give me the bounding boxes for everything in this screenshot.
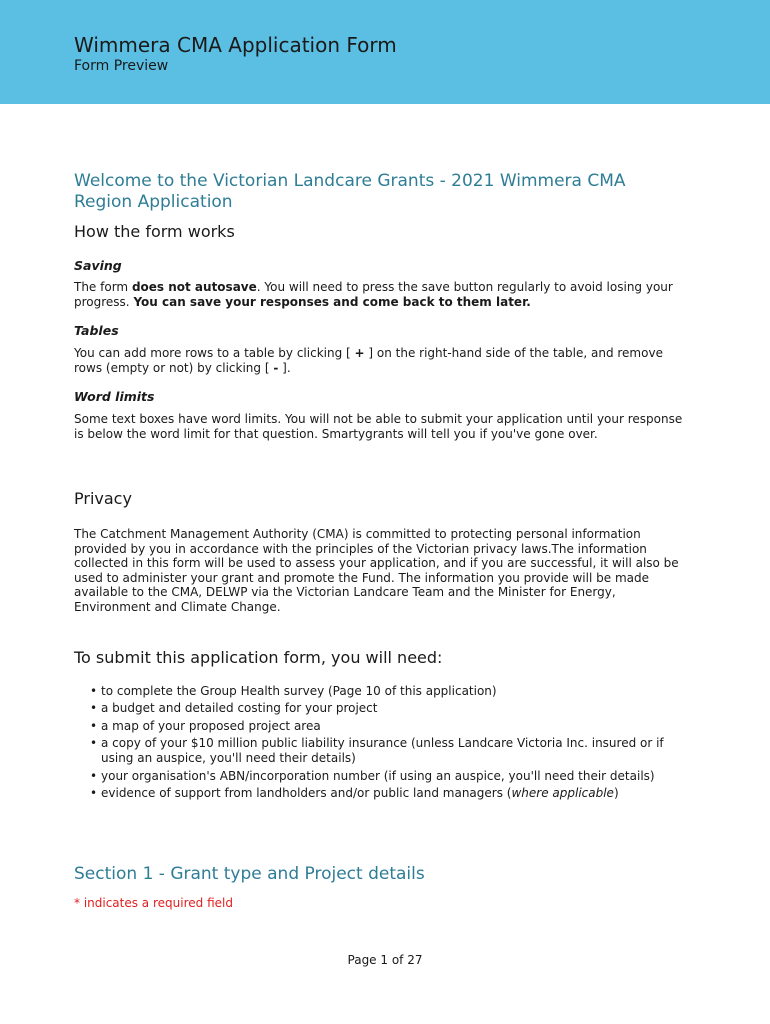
- tables-heading: Tables: [74, 323, 119, 338]
- welcome-heading: Welcome to the Victorian Landcare Grants - 2021 Wimmera CMA Region Application: [74, 171, 626, 212]
- privacy-paragraph: The Catchment Management Authority (CMA) is committed to protecting personal information provided by you in accordance with the principles of the Victorian privacy laws.The information collected in this form will be used to assess your application, and if you are successful, it will also be used to administer your grant and promote the Fund. The information you provide will be made available to the CMA, DELWP via the Victorian Landcare Team and the Minister for Energy, Environment and Climate Change.: [74, 527, 679, 614]
- list-item: • a budget and detailed costing for your project: [90, 701, 684, 716]
- list-item-suffix: ): [613, 786, 619, 801]
- tables-paragraph: [74, 346, 684, 375]
- form-title: Wimmera CMA Application Form: [74, 33, 397, 57]
- tables-minus: -: [273, 360, 279, 375]
- list-item: • to complete the Group Health survey (Page 10 of this application): [90, 684, 684, 699]
- word-limits-heading: Word limits: [74, 389, 155, 404]
- tables-text-1: You can add more rows to a table by clicking [: [74, 346, 355, 360]
- page-header: [0, 0, 770, 104]
- list-item: • your organisation's ABN/incorporation number (if using an auspice, you'll need their details): [90, 769, 684, 784]
- submit-requirements-heading: To submit this application form, you will need:: [74, 648, 443, 667]
- requirements-list: [90, 684, 684, 804]
- list-item: • a copy of your $10 million public liability insurance (unless Landcare Victoria Inc. insured or if using an auspice, you'll need their details): [90, 736, 684, 765]
- list-item-text: evidence of support from landholders and/or public land managers (: [101, 786, 512, 801]
- list-item: • a map of your proposed project area: [90, 719, 684, 734]
- tables-plus: +: [354, 346, 365, 360]
- saving-bold-1: does not autosave: [131, 280, 257, 294]
- saving-paragraph: [74, 280, 684, 309]
- word-limits-paragraph: Some text boxes have word limits. You will not be able to submit your application until your response is below the word limit for that question. Smartygrants will tell you if you've gone over.: [74, 412, 683, 441]
- list-item-italic: where applicable: [511, 786, 614, 801]
- saving-bold-2: You can save your responses and come back to them later.: [133, 294, 531, 309]
- list-item: [90, 786, 684, 801]
- saving-text-1: The form: [74, 280, 132, 294]
- saving-heading: Saving: [74, 258, 122, 273]
- privacy-heading: Privacy: [74, 489, 132, 508]
- tables-text-3: ].: [278, 360, 291, 375]
- tables-text-2: ] on the right-hand side of the table, and remove rows (empty or not) by clicking [: [74, 346, 663, 375]
- section-1-heading: Section 1 - Grant type and Project details: [74, 864, 425, 884]
- saving-text-2: . You will need to press the save button regularly to avoid losing your progress.: [74, 280, 673, 309]
- required-field-note: * indicates a required field: [74, 896, 233, 910]
- form-subtitle: Form Preview: [74, 58, 169, 74]
- page-number: Page 1 of 27: [347, 953, 423, 967]
- how-form-works-heading: How the form works: [74, 222, 235, 241]
